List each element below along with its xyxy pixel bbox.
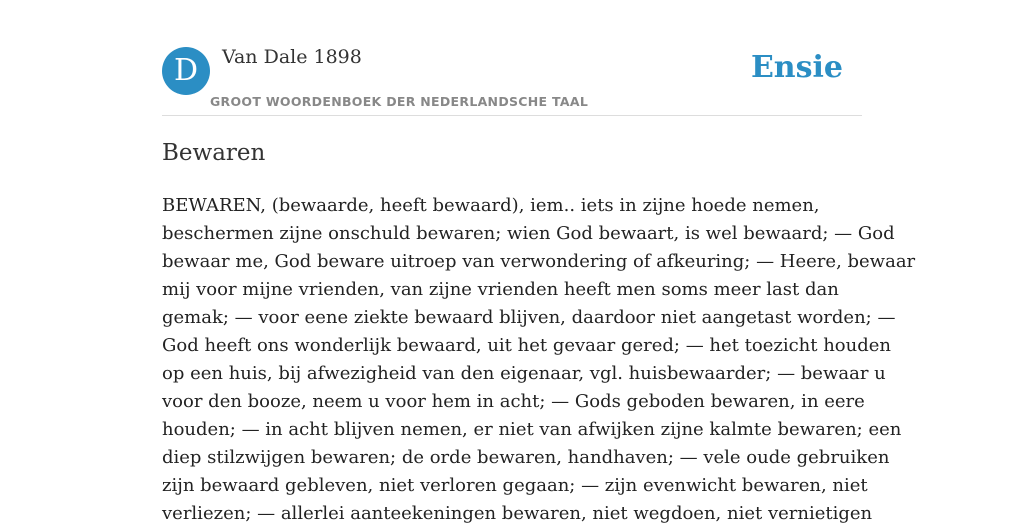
definition-line: zijn bewaard gebleven, niet verloren gegaan; — zijn evenwicht bewaren, niet: [162, 475, 868, 496]
dictionary-subtitle: GROOT WOORDENBOEK DER NEDERLANDSCHE TAAL: [210, 94, 589, 109]
definition-line: mij voor mijne vrienden, van zijne vrienden heeft men soms meer last dan: [162, 279, 839, 300]
ensie-logo[interactable]: Ensie: [750, 50, 843, 85]
entry-definition: [162, 192, 916, 528]
definition-line: op een huis, bij afwezigheid van den eigenaar, vgl. huisbewaarder; — bewaar u: [162, 363, 886, 384]
definition-line: verliezen; — allerlei aanteekeningen bewaren, niet wegdoen, niet vernietigen: [162, 503, 873, 524]
definition-line: gemak; — voor eene ziekte bewaard blijven, daardoor niet aangetast worden; —: [162, 307, 896, 328]
definition-line: bewaar me, God beware uitroep van verwondering of afkeuring; — Heere, bewaar: [162, 251, 916, 272]
definition-line: beschermen zijne onschuld bewaren; wien God bewaart, is wel bewaard; — God: [162, 223, 895, 244]
header: [162, 0, 862, 116]
definition-line: God heeft ons wonderlijk bewaard, uit het gevaar gered; — het toezicht houden: [162, 335, 891, 356]
definition-line: BEWAREN, (bewaarde, heeft bewaard), iem.. iets in zijne hoede nemen,: [162, 195, 820, 216]
dictionary-logo[interactable]: [162, 47, 210, 95]
page: [162, 0, 916, 524]
definition-line: houden; — in acht blijven nemen, er niet van afwijken zijne kalmte bewaren; een: [162, 419, 902, 440]
definition-line: voor den booze, neem u voor hem in acht; — Gods geboden bewaren, in eere: [162, 391, 865, 412]
definition-line: diep stilzwijgen bewaren; de orde bewaren, handhaven; — vele oude gebruiken: [162, 447, 890, 468]
dictionary-title[interactable]: Van Dale 1898: [222, 46, 362, 68]
logo-letter: D: [173, 53, 199, 88]
entry-title: Bewaren: [162, 140, 266, 166]
